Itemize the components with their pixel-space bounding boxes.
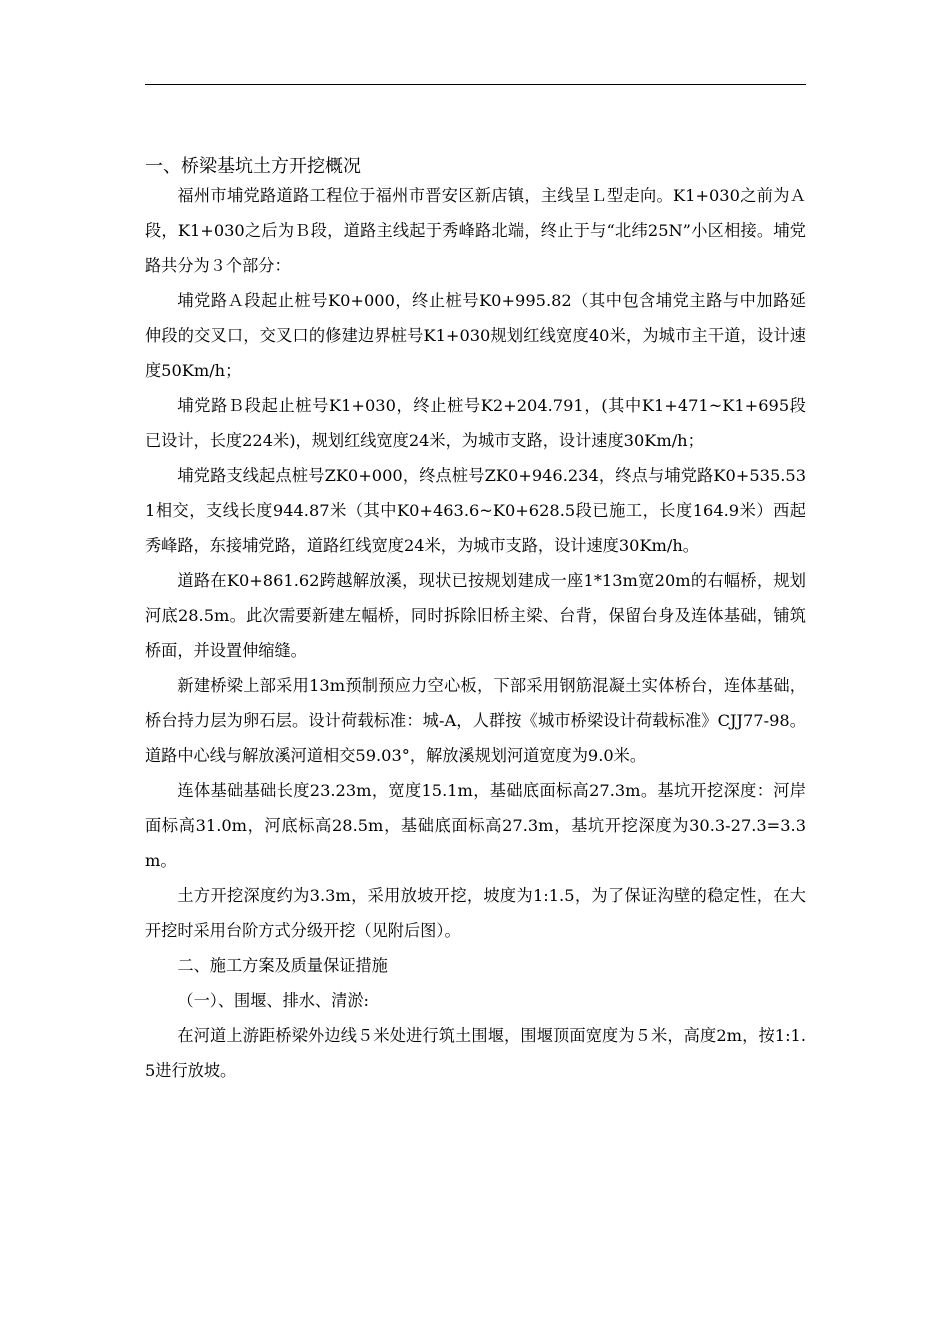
paragraph-section-two-heading: 二、施工方案及质量保证措施 [177, 956, 388, 975]
paragraph-project-overview: 福州市埔党路道路工程位于福州市晋安区新店镇，主线呈Ｌ型走向。K1+030之前为Ａ段，K1+030之后为Ｂ段，道路主线起于秀峰路北端，终止于与“北纬25N”小区相接。埔党路共分为３个部分： [145, 186, 806, 275]
paragraph-bridge-structure: 新建桥梁上部采用13m预制预应力空心板，下部采用钢筋混凝土实体桥台，连体基础，桥台持力层为卵石层。设计荷载标准：城-A，人群按《城市桥梁设计荷载标准》CJJ77-98。道路中心线与解放溪河道相交59.03°，解放溪规划河道宽度为9.0米。 [145, 676, 806, 765]
paragraph-section-b: 埔党路Ｂ段起止桩号K1+030，终止桩号K2+204.791，(其中K1+471~K1+695段已设计，长度224米)，规划红线宽度24米，为城市支路，设计速度30Km/h； [145, 396, 806, 450]
paragraph-section-a: 埔党路Ａ段起止桩号K0+000，终止桩号K0+995.82（其中包含埔党主路与中加路延伸段的交叉口，交叉口的修建边界桩号K1+030规划红线宽度40米，为城市主干道，设计速度50Km/h； [145, 291, 806, 380]
paragraph-foundation-depth: 连体基础基础长度23.23m，宽度15.1m，基础底面标高27.3m。基坑开挖深度：河岸面标高31.0m，河底标高28.5m，基础底面标高27.3m，基坑开挖深度为30.3-27.3=3.3m。 [145, 781, 806, 870]
header-rule [145, 84, 806, 85]
paragraph-branch-line: 埔党路支线起点桩号ZK0+000，终点桩号ZK0+946.234，终点与埔党路K0+535.531相交，支线长度944.87米（其中K0+463.6~K0+628.5段已施工，长度164.9米）西起秀峰路，东接埔党路，道路红线宽度24米，为城市支路，设计速度30Km/h。 [145, 466, 806, 555]
section-heading: 一、桥梁基坑土方开挖概况 [145, 156, 361, 177]
document-body [145, 156, 806, 1088]
paragraph-excavation-slope: 土方开挖深度约为3.3m，采用放坡开挖，坡度为1:1.5，为了保证沟壁的稳定性，在大开挖时采用台阶方式分级开挖（见附后图）。 [145, 886, 806, 940]
paragraph-cofferdam: 在河道上游距桥梁外边线５米处进行筑土围堰，围堰顶面宽度为５米，高度2m，按1:1.5进行放坡。 [145, 1026, 806, 1080]
paragraph-bridge-crossing: 道路在K0+861.62跨越解放溪，现状已按规划建成一座1*13m宽20m的右幅桥，规划河底28.5m。此次需要新建左幅桥，同时拆除旧桥主梁、台背，保留台身及连体基础，铺筑桥面，并设置伸缩缝。 [145, 571, 806, 660]
paragraph-subsection-heading: （一）、围堰、排水、清淤: [177, 991, 369, 1010]
